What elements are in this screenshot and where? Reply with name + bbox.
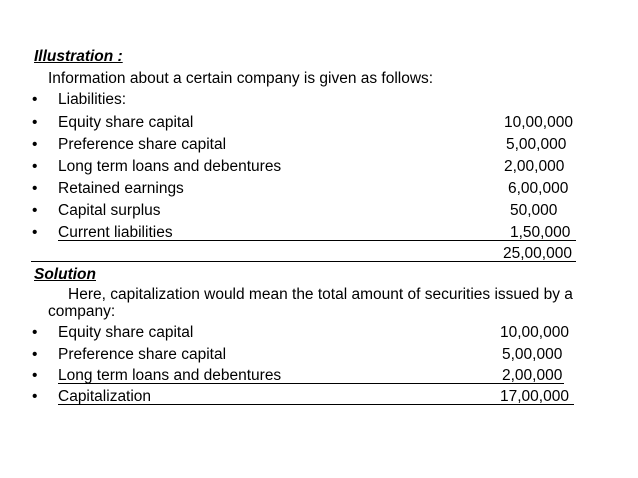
illustration-item-label: Current liabilities — [58, 224, 173, 241]
bullet-icon: • — [32, 91, 38, 108]
illustration-item-value: 10,00,000 — [504, 114, 573, 131]
bullet-icon: • — [32, 114, 38, 131]
illustration-item-label: Long term loans and debentures — [58, 158, 282, 175]
solution-item-label: Long term loans and debentures — [58, 367, 282, 384]
illustration-item-value: 5,00,000 — [506, 136, 567, 153]
illustration-item-label: Equity share capital — [58, 114, 194, 131]
bullet-icon: • — [32, 180, 38, 197]
bullet-icon: • — [32, 388, 38, 405]
illustration-item-value: 50,000 — [510, 202, 558, 219]
solution-item-label: Equity share capital — [58, 324, 194, 341]
solution-item-value: 5,00,000 — [502, 346, 563, 363]
bullet-icon: • — [32, 202, 38, 219]
solution-intro: Here, capitalization would mean the total amount of securities issued by a company: — [48, 286, 573, 320]
illustration-heading: Illustration : — [34, 48, 123, 65]
illustration-item-label: Retained earnings — [58, 180, 184, 197]
solution-capitalization-label: Capitalization — [58, 388, 152, 405]
illustration-item-value: 2,00,000 — [504, 158, 565, 175]
solution-item-value: 2,00,000 — [502, 367, 563, 384]
bullet-icon: • — [32, 136, 38, 153]
total-rule — [31, 261, 576, 262]
illustration-item-liabilities: Liabilities: — [58, 91, 127, 108]
solution-item-label: Preference share capital — [58, 346, 227, 363]
illustration-total: 25,00,000 — [503, 245, 572, 262]
solution-heading: Solution — [34, 266, 96, 283]
solution-item-value: 10,00,000 — [500, 324, 569, 341]
illustration-item-value: 6,00,000 — [508, 180, 569, 197]
illustration-intro: Information about a certain company is given as follows: — [48, 70, 434, 87]
solution-capitalization-value: 17,00,000 — [500, 388, 569, 405]
illustration-item-label: Preference share capital — [58, 136, 227, 153]
underline-rule — [58, 240, 576, 241]
bullet-icon: • — [32, 367, 38, 384]
underline-rule — [58, 404, 574, 405]
bullet-icon: • — [32, 224, 38, 241]
illustration-item-value: 1,50,000 — [510, 224, 571, 241]
bullet-icon: • — [32, 158, 38, 175]
underline-rule — [58, 383, 564, 384]
illustration-item-label: Capital surplus — [58, 202, 161, 219]
bullet-icon: • — [32, 324, 38, 341]
bullet-icon: • — [32, 346, 38, 363]
